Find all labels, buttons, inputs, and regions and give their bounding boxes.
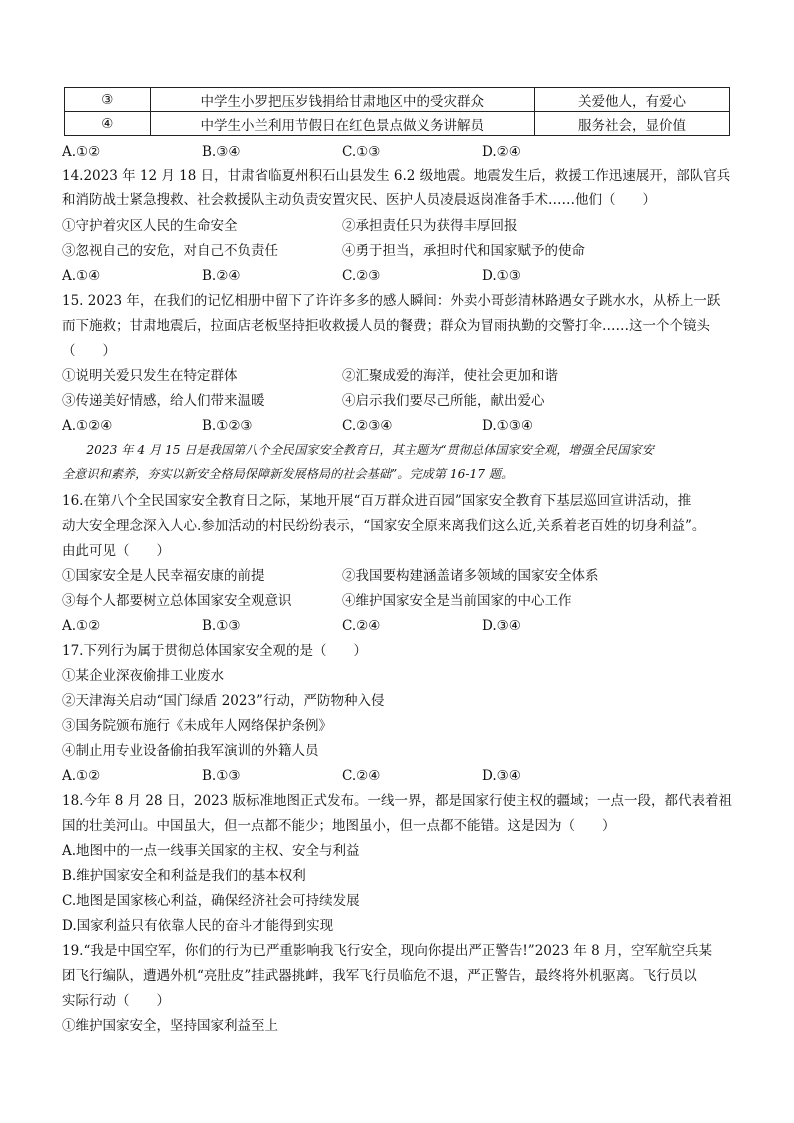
q16-choice-2: ②我国要构建涵盖诸多领域的国家安全体系 [342, 568, 599, 584]
q17-choice-3: ③国务院颁布施行《未成年人网络保护条例》 [62, 718, 332, 734]
q15-stem-line3: （ ） [62, 343, 116, 359]
q18-stem-line1: 18.今年 8 月 28 日，2023 版标准地图正式发布。一线一界，都是国家行使主权的疆域；一点一段，都代表着祖 [62, 793, 733, 809]
q14-option-a: A.①④ [62, 268, 101, 284]
material-line2: 全意识和素养，夯实以新安全格局保障新发展格局的社会基础”。完成第 16-17 题。 [62, 467, 514, 481]
q17-choice-1: ①某企业深夜偷排工业废水 [62, 668, 224, 684]
row-number: ③ [65, 88, 151, 112]
q15-option-a: A.①②④ [62, 418, 113, 434]
q17-option-b: B.①③ [202, 768, 241, 784]
q15-stem-line1: 15. 2023 年，在我们的记忆相册中留下了许许多多的感人瞬间：外卖小哥彭清林路遇女子跳水水，从桥上一跃 [62, 293, 721, 309]
table-row [65, 112, 730, 136]
q14-option-c: C.②③ [342, 268, 381, 284]
q16-choice-3: ③每个人都要树立总体国家安全观意识 [62, 593, 292, 609]
q17-option-d: D.③④ [482, 768, 521, 784]
q15-choice-3: ③传递美好情感，给人们带来温暖 [62, 393, 265, 409]
q13-option-a: A.①② [62, 144, 101, 160]
q18-option-b: B.维护国家安全和利益是我们的基本权利 [62, 868, 306, 884]
q16-option-c: C.②④ [342, 618, 381, 634]
row-value: 关爱他人，有爱心 [535, 88, 730, 112]
q17-stem-line1: 17.下列行为属于贯彻总体国家安全观的是（ ） [62, 643, 367, 659]
q16-stem-line2: 动大安全理念深入人心.参加活动的村民纷纷表示，“国家安全原来离我们这么近,关系着老百姓的切身利益”。 [62, 518, 706, 534]
example-table [64, 87, 730, 136]
q15-choice-2: ②汇聚成爱的海洋，使社会更加和谐 [342, 368, 558, 384]
q19-stem-line2: 团飞行编队，遭遇外机“亮肚皮”挂武器挑衅，我军飞行员临危不退，严正警告，最终将外机驱离。飞行员以 [62, 968, 697, 984]
q16-choice-4: ④维护国家安全是当前国家的中心工作 [342, 593, 572, 609]
q14-choice-2: ②承担责任只为获得丰厚回报 [342, 218, 518, 234]
row-number: ④ [65, 112, 151, 136]
q16-option-a: A.①② [62, 618, 101, 634]
q14-option-b: B.②④ [202, 268, 241, 284]
row-value: 服务社会，显价值 [535, 112, 730, 136]
q14-choice-1: ①守护着灾区人民的生命安全 [62, 218, 238, 234]
q16-option-b: B.①③ [202, 618, 241, 634]
q14-option-d: D.①③ [482, 268, 521, 284]
material-line1: 2023 年 4 月 15 日是我国第八个全民国家安全教育日，其主题为“贯彻总体国家安全观，增强全民国家安 [62, 443, 654, 457]
row-content: 中学生小兰利用节假日在红色景点做义务讲解员 [150, 112, 535, 136]
q18-stem-line2: 国的壮美河山。中国虽大，但一点都不能少；地图虽小，但一点都不能错。这是因为（ ） [62, 818, 616, 834]
q16-choice-1: ①国家安全是人民幸福安康的前提 [62, 568, 265, 584]
q13-option-c: C.①③ [342, 144, 381, 160]
q19-choice-1: ①维护国家安全，坚持国家利益至上 [62, 1018, 278, 1034]
q16-option-d: D.③④ [482, 618, 521, 634]
q17-choice-4: ④制止用专业设备偷拍我军演训的外籍人员 [62, 743, 319, 759]
q14-stem-line2: 和消防战士紧急搜救、社会救援队主动负责安置灾民、医护人员凌晨返岗准备手术……他们（ ） [62, 192, 656, 208]
q14-stem-line1: 14.2023 年 12 月 18 日，甘肃省临夏州积石山县发生 6.2 级地震。地震发生后，救援工作迅速展开，部队官兵 [62, 168, 731, 184]
q15-option-b: B.①②③ [202, 418, 253, 434]
q15-option-d: D.①③④ [482, 418, 533, 434]
q15-choice-4: ④启示我们要尽己所能，献出爱心 [342, 393, 545, 409]
q18-option-a: A.地图中的一点一线事关国家的主权、安全与利益 [62, 843, 360, 859]
q17-option-a: A.①② [62, 768, 101, 784]
q16-stem-line1: 16.在第八个全民国家安全教育日之际，某地开展“百万群众进百园”国家安全教育下基层巡回宣讲活动，推 [62, 493, 692, 509]
q19-stem-line1: 19.“我是中国空军，你们的行为已严重影响我飞行安全，现向你提出严正警告!”2023 年 8 月，空军航空兵某 [62, 943, 713, 959]
q13-option-d: D.②④ [482, 144, 521, 160]
row-content: 中学生小罗把压岁钱捐给甘肃地区中的受灾群众 [150, 88, 535, 112]
q19-stem-line3: 实际行动（ ） [62, 993, 170, 1009]
q15-choice-1: ①说明关爱只发生在特定群体 [62, 368, 238, 384]
q18-option-d: D.国家利益只有依靠人民的奋斗才能得到实现 [62, 918, 334, 934]
q18-option-c: C.地图是国家核心利益，确保经济社会可持续发展 [62, 893, 360, 909]
q16-stem-line3: 由此可见（ ） [62, 543, 170, 559]
table-row [65, 88, 730, 112]
q14-choice-3: ③忽视自己的安危，对自己不负责任 [62, 243, 278, 259]
q15-option-c: C.②③④ [342, 418, 393, 434]
q14-choice-4: ④勇于担当，承担时代和国家赋予的使命 [342, 243, 585, 259]
q17-choice-2: ②天津海关启动“国门绿盾 2023”行动，严防物种入侵 [62, 693, 385, 709]
q13-option-b: B.③④ [202, 144, 241, 160]
q15-stem-line2: 而下施救；甘肃地震后，拉面店老板坚持拒收救援人员的餐费；群众为冒雨执勤的交警打伞……这一个个镜头 [62, 318, 710, 334]
q17-option-c: C.②④ [342, 768, 381, 784]
